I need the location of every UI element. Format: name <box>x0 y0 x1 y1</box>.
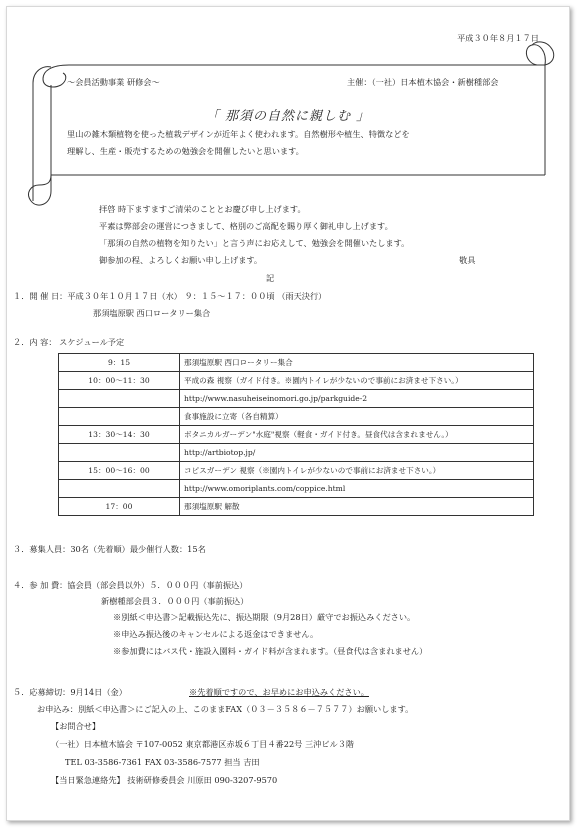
keigu-label: 敬具 <box>459 255 476 265</box>
section-content-label: ２．内 容： スケジュール予定 <box>13 337 125 347</box>
greeting-line-3: 「那須の自然の植物を知りたい」と言う声にお応えして、勉強会を開催いたします。 <box>99 238 410 248</box>
section-fee-line-2: 新樹種部会員３．０００円（事前振込） <box>101 596 249 606</box>
organizer-label: 主催：（一社）日本植木協会・新樹種部会 <box>347 77 499 87</box>
intro-line-1: 里山の雑木類植物を使った植栽デザインが近年よく使われます。自然樹形や植生、特徴などを <box>67 129 410 139</box>
section-date-line-1: １．開 催 日：平成３０年１０月１７日（水） ９：１５～１７：００頃 （雨天決行） <box>13 291 327 301</box>
section-fee-note-2: ※申込み振込後のキャンセルによる返金はできません。 <box>113 629 319 639</box>
schedule-time: 17：00 <box>59 498 180 516</box>
schedule-time <box>59 408 180 426</box>
contact-phone: TEL 03-3586-7361 FAX 03-3586-7577 担当 吉田 <box>65 757 260 767</box>
table-row <box>59 444 534 462</box>
schedule-desc: 食事施設に立寄（各自精算） <box>180 408 534 426</box>
schedule-time <box>59 390 180 408</box>
section-fee-line-1: ４．参 加 費：協会員（部会員以外）５．０００円（事前振込） <box>13 580 248 590</box>
table-row <box>59 354 534 372</box>
schedule-table <box>58 353 534 516</box>
table-row <box>59 480 534 498</box>
schedule-link: http://www.omoriplants.com/coppice.html <box>180 480 534 498</box>
schedule-desc: 平成の森 視察（ガイド付き。※園内トイレが少ないので事前にお済ませ下さい。） <box>180 372 534 390</box>
page-title: 「 那須の自然に親しむ 」 <box>205 109 371 124</box>
greeting-line-2: 平素は弊部会の運営につきまして、格別のご高配を賜り厚く御礼申し上げます。 <box>99 221 393 231</box>
schedule-time: 15：00～16：00 <box>59 462 180 480</box>
schedule-time: 10：00～11：30 <box>59 372 180 390</box>
table-row <box>59 498 534 516</box>
document-page <box>6 6 570 821</box>
schedule-desc: 那須塩原駅 解散 <box>180 498 534 516</box>
schedule-desc: コピスガーデン 視察（※園内トイレが少ないので事前にお済ませ下さい。） <box>180 462 534 480</box>
section-fee-note-3: ※参加費にはバス代・施設入園料・ガイド料が含まれます。（昼食代は含まれません） <box>113 646 428 656</box>
deadline-note: ※先着順ですので、お早めにお申込みください。 <box>189 687 369 697</box>
table-row <box>59 390 534 408</box>
greeting-line-1: 拝啓 時下ますますご清栄のこととお慶び申し上げます。 <box>99 204 306 214</box>
contact-heading: 【お問合せ】 <box>51 721 101 731</box>
ki-label: 記 <box>266 273 275 283</box>
schedule-link: http://www.nasuheiseinomori.go.jp/parkguide-2 <box>180 390 534 408</box>
document-date: 平成３０年８月１７日 <box>457 33 539 43</box>
contact-address: （一社）日本植木協会 〒107-0052 東京都港区赤坂６丁目４番22号 三沖ビル３階 <box>51 739 355 749</box>
section-fee-note-1: ※別紙＜申込書＞記載振込先に、振込期限（9月28日）厳守でお振込みください。 <box>113 612 416 622</box>
schedule-desc: 那須塩原駅 西口ロータリー集合 <box>180 354 534 372</box>
table-row <box>59 408 534 426</box>
section-deadline: ５．応募締切：9月14日（金） <box>13 687 127 697</box>
schedule-link: http://artbiotop.jp/ <box>180 444 534 462</box>
table-row <box>59 426 534 444</box>
schedule-time <box>59 480 180 498</box>
intro-line-2: 理解し、生産・販売するための勉強会を開催したいと思います。 <box>67 146 304 156</box>
schedule-desc: ボタニカルガーデン"水庭"視察（軽食・ガイド付き。昼食代は含まれません。） <box>180 426 534 444</box>
schedule-time <box>59 444 180 462</box>
schedule-time: 13：30～14：30 <box>59 426 180 444</box>
table-row <box>59 462 534 480</box>
application-instructions: お申込み：別紙＜申込書＞にご記入の上、このままFAX（０３－３５８６－７５７７）お願いします。 <box>37 704 414 714</box>
table-row <box>59 372 534 390</box>
schedule-time: 9：15 <box>59 354 180 372</box>
greeting-line-4: 御参加の程、よろしくお願い申し上げます。 <box>99 255 263 265</box>
section-date-line-2: 那須塩原駅 西口ロータリー集合 <box>93 308 211 318</box>
section-capacity: ３．募集人員：30名（先着順）最少催行人数：15名 <box>13 544 206 554</box>
event-series-label: ～会員活動事業 研修会～ <box>67 77 160 87</box>
emergency-contact: 【当日緊急連絡先】 技術研修委員会 川原田 090-3207-9570 <box>51 775 278 785</box>
